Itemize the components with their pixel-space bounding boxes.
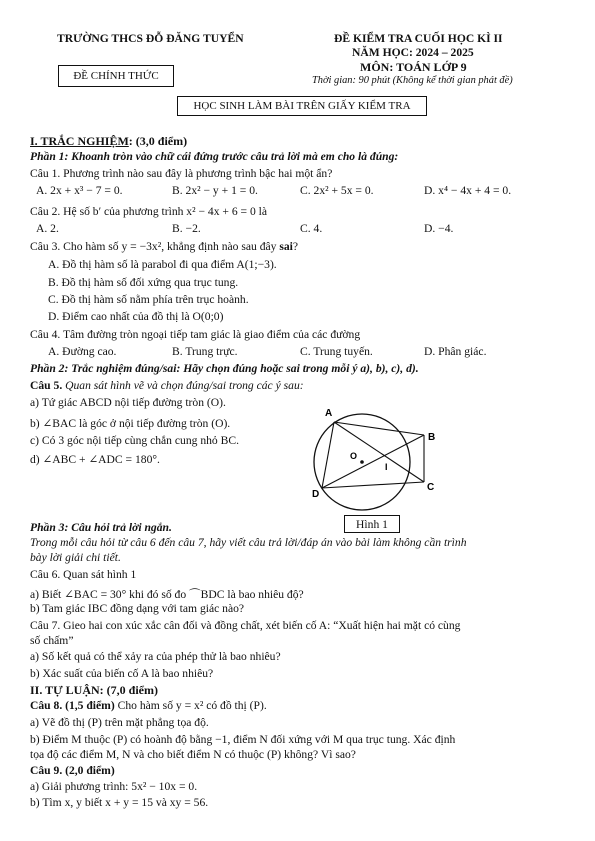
q3-stem	[30, 240, 298, 253]
q7-stem-line2: số chấm”	[30, 634, 74, 647]
school-year: NĂM HỌC: 2024 – 2025	[352, 46, 474, 59]
q4-option-b: B. Trung trực.	[172, 345, 238, 358]
q5-item-b: b) ∠BAC là góc ở nội tiếp đường tròn (O).	[30, 417, 231, 430]
q4-option-d: D. Phân giác.	[424, 345, 487, 358]
figure-circle-diagram	[300, 402, 440, 517]
q7-item-a: a) Số kết quả có thể xảy ra của phép thử là bao nhiêu?	[30, 650, 281, 663]
q7-stem-line1: Câu 7. Gieo hai con xúc xắc cân đối và đồng chất, xét biến cố A: “Xuất hiện hai mặt có cùng	[30, 619, 461, 632]
figure-caption-box	[344, 515, 400, 533]
q1-option-d: D. x⁴ − 4x + 4 = 0.	[424, 184, 512, 197]
section1-points: : (3,0 điểm)	[128, 134, 188, 148]
exam-title: ĐỀ KIỂM TRA CUỐI HỌC KÌ II	[334, 32, 503, 45]
segment-ab	[334, 422, 424, 435]
q8-stem	[30, 699, 267, 712]
q1-option-b: B. 2x² − y + 1 = 0.	[172, 184, 258, 197]
q2-stem: Câu 2. Hệ số b′ của phương trình x² − 4x + 6 = 0 là	[30, 205, 268, 218]
official-label: ĐỀ CHÍNH THỨC	[73, 70, 159, 82]
q9-item-a: a) Giải phương trình: 5x² − 10x = 0.	[30, 780, 198, 793]
q8-item-b-line2: tọa độ các điểm M, N và cho biết điểm N có thuộc (P) không? Vì sao?	[30, 748, 356, 761]
q3-option-a: A. Đồ thị hàm số là parabol đi qua điểm A(1;−3).	[48, 258, 277, 271]
q8-stem-text: Cho hàm số y = x² có đồ thị (P).	[114, 699, 267, 712]
figure-caption: Hình 1	[356, 518, 388, 531]
part3-note-line1: Trong mỗi câu hỏi từ câu 6 đến câu 7, hãy viết câu trả lời/đáp án vào bài làm không cần trình	[30, 536, 467, 549]
q4-option-c: C. Trung tuyến.	[300, 345, 373, 358]
q6-stem: Câu 6. Quan sát hình 1	[30, 568, 137, 581]
part3-note-line2: bày lời giải chi tiết.	[30, 551, 121, 564]
school-name: TRƯỜNG THCS ĐỖ ĐĂNG TUYỂN	[57, 32, 244, 45]
q9-item-b: b) Tìm x, y biết x + y = 15 và xy = 56.	[30, 796, 209, 809]
q7-item-b: b) Xác suất của biến cố A là bao nhiêu?	[30, 667, 214, 680]
q8-label: Câu 8. (1,5 điểm)	[30, 699, 115, 712]
q2-option-a: A. 2.	[36, 222, 59, 235]
q5-item-c: c) Có 3 góc nội tiếp cùng chắn cung nhỏ BC.	[30, 434, 239, 447]
q5-label: Câu 5.	[30, 379, 63, 392]
subject: MÔN: TOÁN LỚP 9	[360, 60, 467, 74]
q3-stem-emphasis: sai	[279, 240, 293, 253]
segment-cd	[322, 482, 424, 488]
q3-option-c: C. Đồ thị hàm số nằm phía trên trục hoành.	[48, 293, 249, 306]
label-c: C	[427, 482, 435, 493]
q3-stem-text: Câu 3. Cho hàm số y = −3x², khẳng định nào sau đây	[30, 240, 280, 253]
diagonal-bd	[322, 435, 424, 488]
q8-item-a: a) Vẽ đồ thị (P) trên mặt phẳng tọa độ.	[30, 716, 209, 729]
q2-option-d: D. −4.	[424, 222, 454, 235]
q1-option-a: A. 2x + x³ − 7 = 0.	[36, 184, 123, 197]
label-i: I	[385, 462, 388, 472]
section1-title: I. TRẮC NGHIỆM	[30, 134, 129, 148]
label-o: O	[350, 451, 358, 461]
q8-item-b-line1: b) Điểm M thuộc (P) có hoành độ bằng −1, điểm N đối xứng với M qua trục tung. Xác định	[30, 733, 456, 746]
label-d: D	[312, 489, 320, 500]
part3-heading: Phần 3: Câu hỏi trả lời ngắn.	[30, 521, 172, 534]
q3-option-b: B. Đồ thị hàm số đối xứng qua trục tung.	[48, 276, 239, 289]
q9-stem: Câu 9. (2,0 điểm)	[30, 764, 115, 777]
q2-option-b: B. −2.	[172, 222, 201, 235]
part1-instruction: Phần 1: Khoanh tròn vào chữ cái đứng trước câu trả lời mà em cho là đúng:	[30, 150, 399, 163]
q1-option-c: C. 2x² + 5x = 0.	[300, 184, 374, 197]
center-o	[360, 460, 364, 464]
q6-item-b: b) Tam giác IBC đồng dạng với tam giác nào?	[30, 602, 245, 615]
q4-stem: Câu 4. Tâm đường tròn ngoại tiếp tam giác là giao điểm của các đường	[30, 328, 361, 341]
q3-stem-end: ?	[292, 240, 299, 253]
q5-item-d: d) ∠ABC + ∠ADC = 180°.	[30, 453, 160, 466]
part2-instruction: Phần 2: Trắc nghiệm đúng/sai: Hãy chọn đúng hoặc sai trong mỗi ý a), b), c), d).	[30, 362, 419, 375]
label-a: A	[325, 408, 333, 419]
q5-instruction: Quan sát hình vẽ và chọn đúng/sai trong các ý sau:	[62, 379, 304, 392]
diagonal-ac	[334, 422, 424, 482]
q3-option-d: D. Điểm cao nhất của đồ thị là O(0;0)	[48, 310, 224, 323]
label-b: B	[428, 432, 436, 443]
exam-time: Thời gian: 90 phút (Không kể thời gian phát đề)	[312, 75, 513, 86]
q5-item-a: a) Tứ giác ABCD nội tiếp đường tròn (O).	[30, 396, 226, 409]
q4-option-a: A. Đường cao.	[48, 345, 117, 358]
section1-heading	[30, 134, 187, 149]
official-badge	[58, 65, 174, 87]
section2-title: II. TỰ LUẬN: (7,0 điểm)	[30, 683, 158, 697]
q1-stem: Câu 1. Phương trình nào sau đây là phương trình bậc hai một ẩn?	[30, 167, 333, 180]
q5-stem	[30, 379, 304, 392]
q6-item-a: a) Biết ∠BAC = 30° khi đó số đo ⌒BDC là bao nhiêu độ?	[30, 588, 304, 601]
notice-text: HỌC SINH LÀM BÀI TRÊN GIẤY KIỂM TRA	[193, 100, 411, 112]
notice-box	[177, 96, 427, 116]
q2-option-c: C. 4.	[300, 222, 323, 235]
